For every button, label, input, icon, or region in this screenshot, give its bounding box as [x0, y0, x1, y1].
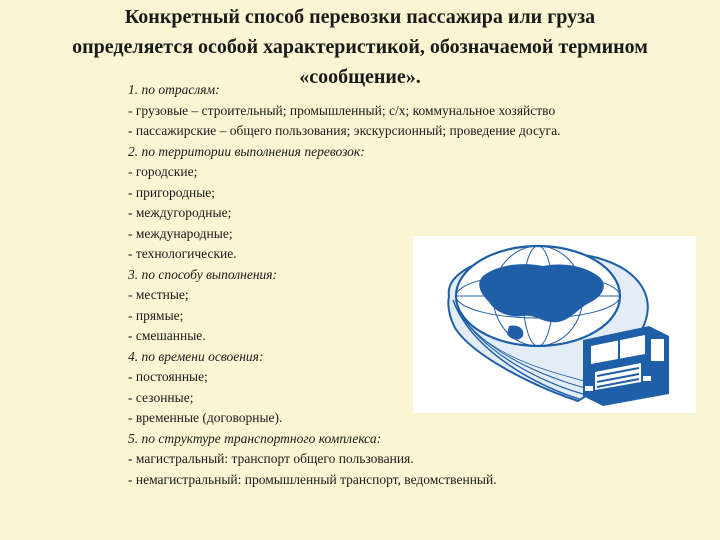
title-line-1: Конкретный способ перевозки пассажира или груза [124, 6, 596, 28]
list-item: - немагистральный: промышленный транспорт, ведомственный. [128, 471, 497, 487]
list-item: - сезонные; [128, 389, 194, 405]
list-item: - местные; [128, 287, 189, 302]
list-heading: 3. по способу выполнения: [128, 266, 278, 282]
list-item: - пригородные; [128, 184, 216, 200]
list-item: - постоянные; [128, 369, 208, 384]
truck-shape [583, 326, 669, 406]
truck-headlight [585, 386, 593, 391]
truck-side-window [651, 339, 664, 361]
list-item: - городские; [128, 164, 198, 179]
slide-title [0, 2, 720, 92]
list-item: - международные; [128, 225, 233, 241]
list-item: - смешанные. [128, 328, 206, 343]
list-item: - временные (договорные). [128, 410, 283, 425]
list-heading: 2. по территории выполнения перевозок: [128, 143, 365, 159]
list-item: - междугородные; [128, 205, 232, 220]
list-item: - магистральный: транспорт общего пользования. [128, 451, 414, 466]
list-heading: 5. по структуре транспортного комплекса: [128, 430, 382, 446]
list-item: - технологические. [128, 246, 237, 261]
list-item: - прямые; [128, 307, 184, 323]
list-item: - грузовые – строительный; промышленный; с/х; коммунальное хозяйство [128, 102, 556, 118]
title-line-3: «сообщение». [299, 66, 421, 88]
globe-truck-icon [413, 236, 696, 413]
list-item: - пассажирские – общего пользования; экскурсионный; проведение досуга. [128, 123, 561, 138]
list-heading: 4. по времени освоения: [128, 348, 264, 364]
truck-headlight [643, 376, 651, 381]
title-line-2: определяется особой характеристикой, обозначаемой термином [72, 36, 648, 58]
list-heading: 1. по отраслям: [128, 82, 220, 97]
transport-illustration [413, 236, 696, 413]
